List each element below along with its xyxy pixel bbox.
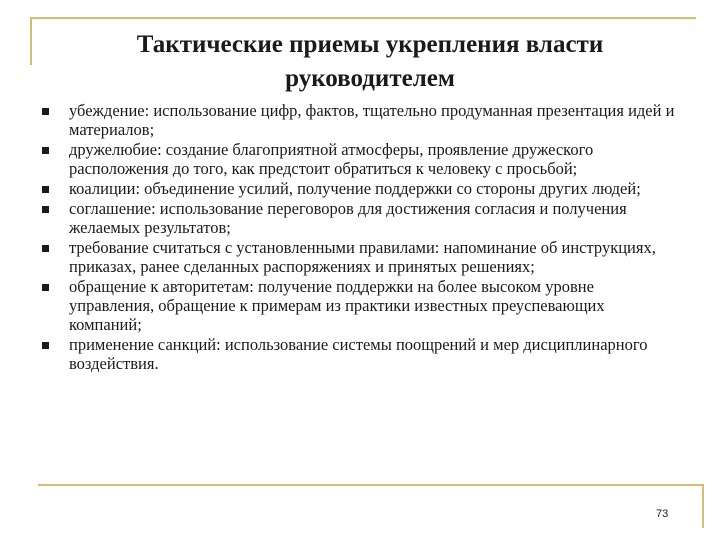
list-item — [40, 140, 680, 178]
square-bullet-icon — [42, 206, 49, 213]
list-item-text: соглашение: использование переговоров для достижения согласия и получения желаемых результатов; — [69, 199, 627, 237]
list-item — [40, 199, 680, 237]
list-item-text: дружелюбие: создание благоприятной атмосферы, проявление дружеского расположения до того, как предстоит обратиться к человеку с просьбой; — [69, 140, 594, 178]
list-item-text: убеждение: использование цифр, фактов, тщательно продуманная презентация идей и материалов; — [69, 101, 675, 139]
list-item — [40, 277, 680, 334]
list-item-text: обращение к авторитетам: получение поддержки на более высоком уровне управления, обращение к примерам из практики известных преуспевающих компаний; — [69, 277, 605, 334]
list-item — [40, 335, 680, 373]
square-bullet-icon — [42, 342, 49, 349]
list-item-text: коалиции: объединение усилий, получение поддержки со стороны других людей; — [69, 179, 641, 198]
bullet-list — [40, 101, 680, 374]
frame-left-line — [30, 17, 32, 65]
square-bullet-icon — [42, 147, 49, 154]
list-item-text: требование считаться с установленными правилами: напоминание об инструкциях, приказах, ранее сделанных распоряжениях и принятых решениях; — [69, 238, 656, 276]
list-item — [40, 179, 680, 198]
list-item — [40, 101, 680, 139]
slide-title: Тактические приемы укрепления власти руководителем — [136, 31, 604, 92]
page-number: 73 — [656, 508, 669, 520]
square-bullet-icon — [42, 108, 49, 115]
square-bullet-icon — [42, 284, 49, 291]
frame-bottom-line — [38, 484, 704, 486]
frame-right-line — [702, 484, 704, 528]
square-bullet-icon — [42, 186, 49, 193]
square-bullet-icon — [42, 245, 49, 252]
list-item-text: применение санкций: использование системы поощрений и мер дисциплинарного воздействия. — [69, 335, 648, 373]
frame-top-line — [30, 17, 696, 19]
list-item — [40, 238, 680, 276]
